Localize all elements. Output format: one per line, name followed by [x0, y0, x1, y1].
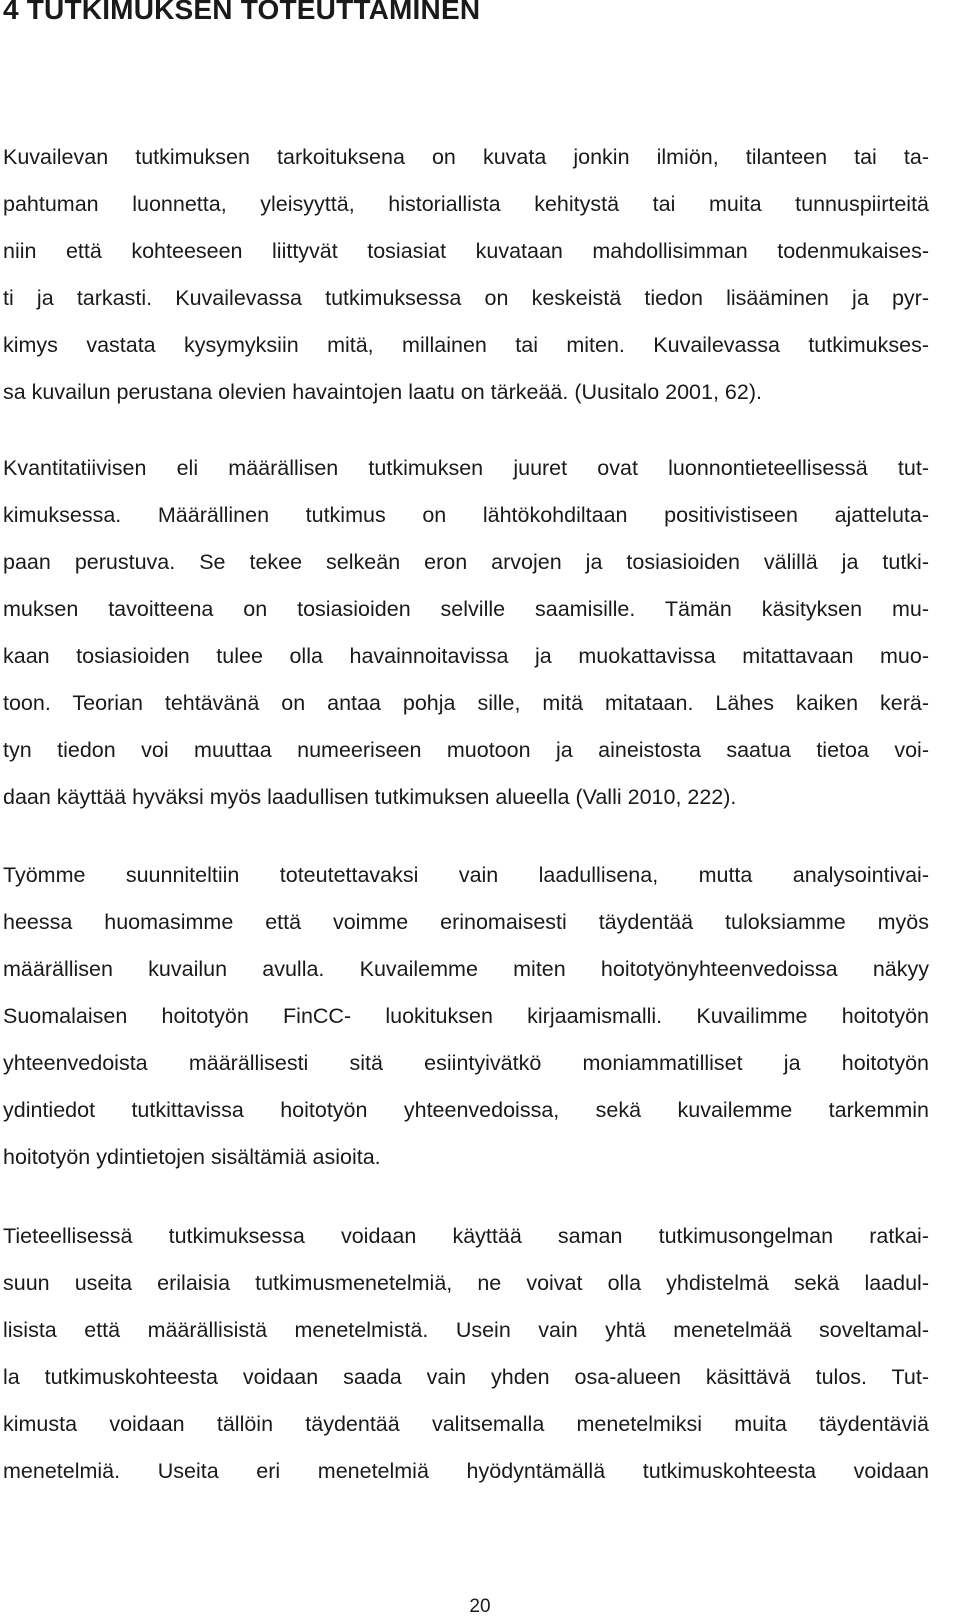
text-line: menetelmiä. Useita eri menetelmiä hyödyntämällä tutkimuskohteesta voidaan: [3, 1459, 929, 1483]
text-line: Tieteellisessä tutkimuksessa voidaan käyttää saman tutkimusongelman ratkai-: [3, 1224, 929, 1248]
paragraph-descriptive-research: [3, 134, 929, 416]
page-number: 20: [469, 1596, 491, 1617]
text-line: paan perustuva. Se tekee selkeän eron arvojen ja tosiasioiden välillä ja tutki-: [3, 550, 929, 574]
text-line: ydintiedot tutkittavissa hoitotyön yhteenvedoissa, sekä kuvailemme tarkemmin: [3, 1098, 929, 1122]
text-line: toon. Teorian tehtävänä on antaa pohja sille, mitä mitataan. Lähes kaiken kerä-: [3, 691, 929, 715]
text-line: niin että kohteeseen liittyvät tosiasiat kuvataan mahdollisimman todenmukaises-: [3, 239, 929, 263]
text-line: sa kuvailun perustana olevien havaintojen laatu on tärkeää. (Uusitalo 2001, 62).: [3, 380, 762, 404]
text-line: Työmme suunniteltiin toteutettavaksi vain laadullisena, mutta analysointivai-: [3, 863, 929, 887]
text-line: Suomalaisen hoitotyön FinCC- luokituksen kirjaamismalli. Kuvailimme hoitotyön: [3, 1004, 929, 1028]
paragraph-quantitative-research: [3, 445, 929, 821]
text-line: määrällisen kuvailun avulla. Kuvailemme miten hoitotyönyhteenvedoissa näkyy: [3, 957, 929, 981]
text-line: daan käyttää hyväksi myös laadullisen tutkimuksen alueella (Valli 2010, 222).: [3, 785, 737, 809]
text-line: lisista että määrällisistä menetelmistä. Usein vain yhtä menetelmää soveltamal-: [3, 1318, 929, 1342]
paragraph-scientific-research: [3, 1213, 929, 1495]
text-line: Kuvailevan tutkimuksen tarkoituksena on kuvata jonkin ilmiön, tilanteen tai ta-: [3, 145, 929, 169]
text-line: kimuksessa. Määrällinen tutkimus on lähtökohdiltaan positivistiseen ajatteluta-: [3, 503, 929, 527]
text-line: muksen tavoitteena on tosiasioiden selville saamisille. Tämän käsityksen mu-: [3, 597, 929, 621]
text-line: ti ja tarkasti. Kuvailevassa tutkimuksessa on keskeistä tiedon lisääminen ja pyr-: [3, 286, 929, 310]
text-line: hoitotyön ydintietojen sisältämiä asioita.: [3, 1145, 381, 1169]
text-line: heessa huomasimme että voimme erinomaisesti täydentää tuloksiamme myös: [3, 910, 929, 934]
text-line: kimys vastata kysymyksiin mitä, millainen tai miten. Kuvailevassa tutkimukses-: [3, 333, 929, 357]
section-heading: 4 TUTKIMUKSEN TOTEUTTAMINEN: [3, 0, 481, 25]
text-line: Kvantitatiivisen eli määrällisen tutkimuksen juuret ovat luonnontieteellisessä tut-: [3, 456, 929, 480]
text-line: yhteenvedoista määrällisesti sitä esiintyivätkö moniammatilliset ja hoitotyön: [3, 1051, 929, 1075]
text-line: kimusta voidaan tällöin täydentää valitsemalla menetelmiksi muita täydentäviä: [3, 1412, 929, 1436]
text-line: suun useita erilaisia tutkimusmenetelmiä, ne voivat olla yhdistelmä sekä laadul-: [3, 1271, 929, 1295]
text-line: pahtuman luonnetta, yleisyyttä, historiallista kehitystä tai muita tunnuspiirteitä: [3, 192, 929, 216]
text-line: tyn tiedon voi muuttaa numeeriseen muotoon ja aineistosta saatua tietoa voi-: [3, 738, 929, 762]
text-line: kaan tosiasioiden tulee olla havainnoitavissa ja muokattavissa mitattavaan muo-: [3, 644, 929, 668]
paragraph-our-work: [3, 852, 929, 1181]
text-line: la tutkimuskohteesta voidaan saada vain yhden osa-alueen käsittävä tulos. Tut-: [3, 1365, 929, 1389]
